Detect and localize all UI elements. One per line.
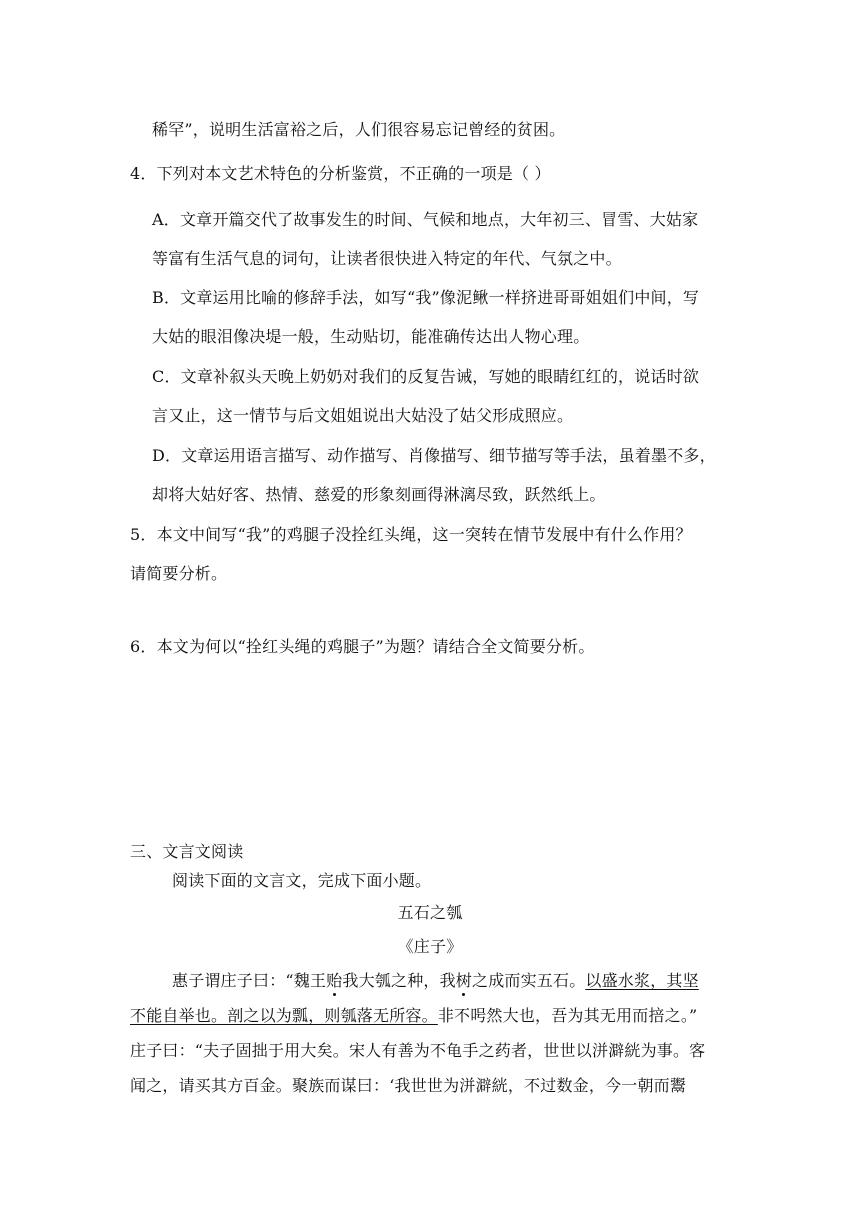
underlined-sentence-part1: 以盛水浆，其坚 — [585, 971, 699, 990]
passage-text: 之成而实五石。 — [472, 971, 586, 990]
emphasis-char-shu: 树 — [455, 971, 472, 990]
passage-text: 我大瓠之种，我 — [342, 971, 456, 990]
q6-question: 6．本文为何以“拴红头绳的鸡腿子”为题？请结合全文简要分析。 — [130, 637, 595, 656]
passage-title: 五石之瓠 — [397, 903, 463, 922]
q4-option-a-line2: 等富有生活气息的词句，让读者很快进入特定的年代、气氛之中。 — [152, 249, 622, 268]
passage-text: 非不呺然大也，吾为其无用而掊之。” — [437, 1006, 698, 1025]
passage-line-3: 庄子曰：“夫子固拙于用大矣。宋人有善为不龟手之药者，世世以洴澼絖为事。客 — [130, 1041, 706, 1060]
q4-option-b-line2: 大姑的眼泪像决堤一般，生动贴切，能准确传达出人物心理。 — [152, 327, 590, 346]
q4-option-c-line1[interactable]: C．文章补叙头天晚上奶奶对我们的反复告诫，写她的眼睛红红的，说话时欲 — [152, 367, 700, 386]
q5-question-line1: 5．本文中间写“我”的鸡腿子没拴红头绳，这一突转在情节发展中有什么作用？ — [130, 525, 692, 544]
section-heading: 三、文言文阅读 — [130, 842, 244, 861]
q5-question-line2: 请简要分析。 — [130, 564, 228, 583]
q4-option-b-line1[interactable]: B．文章运用比喻的修辞手法，如写“我”像泥鳅一样挤进哥哥姐姐们中间，写 — [152, 288, 700, 307]
passage-line-1 — [172, 971, 699, 991]
q4-option-c-line2: 言又止，这一情节与后文姐姐说出大姑没了姑父形成照应。 — [152, 406, 574, 425]
q3-answer-tail: 稀罕”，说明生活富裕之后，人们很容易忘记曾经的贫困。 — [152, 120, 566, 139]
underlined-sentence-part2: 不能自举也。剖之以为瓢，则瓠落无所容。 — [130, 1006, 438, 1025]
passage-line-4: 闻之，请买其方百金。聚族而谋曰：‘我世世为洴澼絖，不过数金，今一朝而鬻 — [130, 1076, 687, 1095]
passage-text: 惠子谓庄子曰：“魏王 — [172, 971, 327, 990]
passage-source: 《庄子》 — [397, 937, 463, 956]
q4-option-a-line1[interactable]: A．文章开篇交代了故事发生的时间、气候和地点，大年初三、冒雪、大姑家 — [152, 210, 699, 229]
q4-option-d-line1[interactable]: D．文章运用语言描写、动作描写、肖像描写、细节描写等手法，虽着墨不多， — [152, 446, 716, 465]
section-instruction: 阅读下面的文言文，完成下面小题。 — [172, 871, 432, 890]
q4-stem: 4．下列对本文艺术特色的分析鉴赏，不正确的一项是（ ） — [130, 164, 551, 183]
emphasis-char-yi: 贻 — [326, 971, 343, 990]
q4-option-d-line2: 却将大姑好客、热情、慈爱的形象刻画得淋漓尽致，跃然纸上。 — [152, 485, 606, 504]
passage-line-2 — [130, 1006, 697, 1026]
